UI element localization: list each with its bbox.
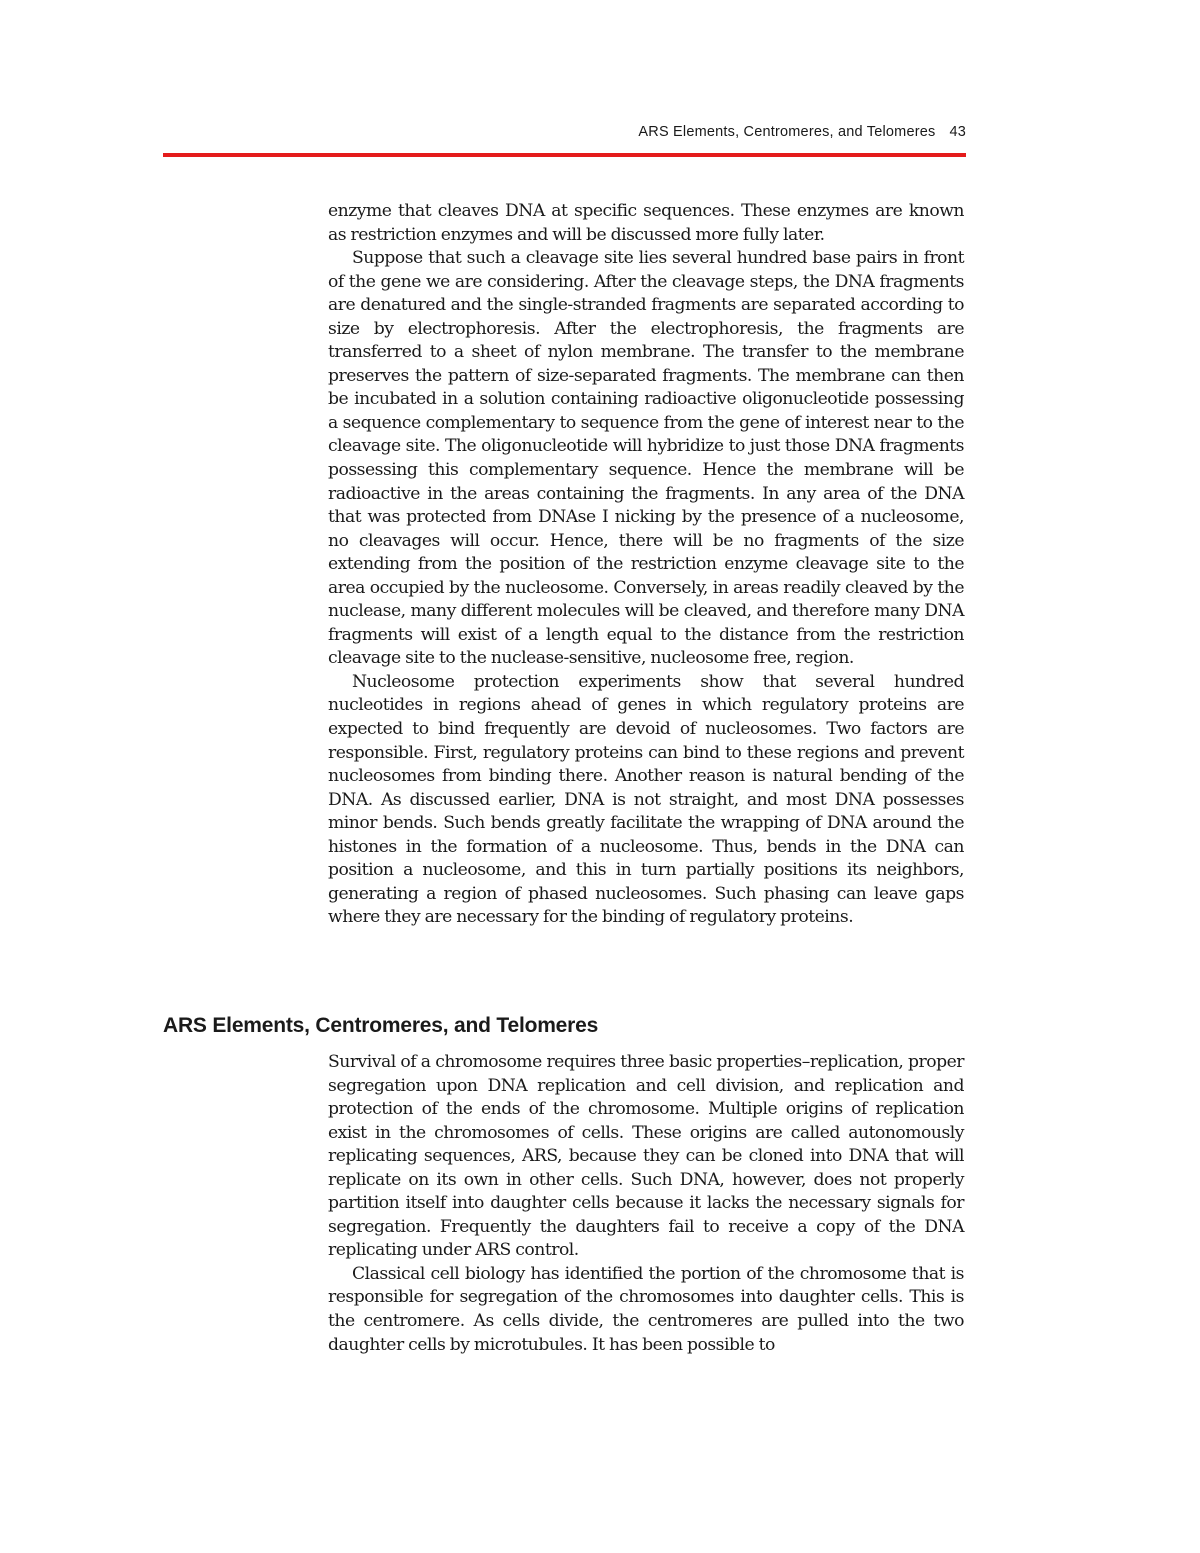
text-block-top	[328, 200, 964, 930]
text-block-bottom	[328, 1051, 964, 1357]
paragraph: Suppose that such a cleavage site lies several hundred base pairs in front of the gene we are considering. After the cleavage steps, the DNA fragments are denatured and the single-stranded fragments are separated according to size by electrophoresis. After the electrophoresis, the fragments are transferred to a sheet of nylon membrane. The transfer to the membrane preserves the pattern of size-separated fragments. The membrane can then be incubated in a solution containing radioactive oligonucleotide possessing a sequence complementary to sequence from the gene of interest near to the cleavage site. The oligonucleotide will hybridize to just those DNA fragments possessing this complementary sequence. Hence the membrane will be radioactive in the areas containing the fragments. In any area of the DNA that was protected from DNAse I nicking by the presence of a nucleosome, no cleavages will occur. Hence, there will be no fragments of the size extending from the position of the restriction enzyme cleavage site to the area occupied by the nucleosome. Conversely, in areas readily cleaved by the nuclease, many different molecules will be cleaved, and therefore many DNA fragments will exist of a length equal to the distance from the restriction cleavage site to the nuclease-sensitive, nucleosome free, region.	[328, 248, 964, 669]
running-head	[600, 124, 966, 140]
paragraph: Survival of a chromosome requires three basic properties–replication, proper segregation upon DNA replication and cell division, and replication and protection of the ends of the chromosome. Multiple origins of replication exist in the chromosomes of cells. These origins are called autonomously replicating sequences, ARS, because they can be cloned into DNA that will replicate on its own in other cells. Such DNA, however, does not properly partition itself into daughter cells because it lacks the necessary signals for segregation. Frequently the daughters fail to receive a copy of the DNA replicating under ARS control.	[328, 1052, 964, 1261]
section-heading: ARS Elements, Centromeres, and Telomeres	[163, 1014, 599, 1037]
page-number: 43	[949, 124, 966, 140]
running-title: ARS Elements, Centromeres, and Telomeres	[638, 124, 936, 140]
paragraph: Nucleosome protection experiments show that several hundred nucleotides in regions ahead of genes in which regulatory proteins are expected to bind frequently are devoid of nucleosomes. Two factors are responsible. First, regulatory proteins can bind to these regions and prevent nucleosomes from binding there. Another reason is natural bending of the DNA. As discussed earlier, DNA is not straight, and most DNA possesses minor bends. Such bends greatly facilitate the wrapping of DNA around the histones in the formation of a nucleosome. Thus, bends in the DNA can position a nucleosome, and this in turn partially positions its neighbors, generating a region of phased nucleosomes. Such phasing can leave gaps where they are necessary for the binding of regulatory proteins.	[328, 671, 964, 928]
paragraph: enzyme that cleaves DNA at specific sequences. These enzymes are known as restriction enzymes and will be discussed more fully later.	[328, 201, 964, 245]
header-rule	[163, 153, 966, 157]
paragraph: Classical cell biology has identified the portion of the chromosome that is responsible for segregation of the chromosomes into daughter cells. This is the centromere. As cells divide, the centromeres are pulled into the two daughter cells by microtubules. It has been possible to	[328, 1263, 964, 1355]
